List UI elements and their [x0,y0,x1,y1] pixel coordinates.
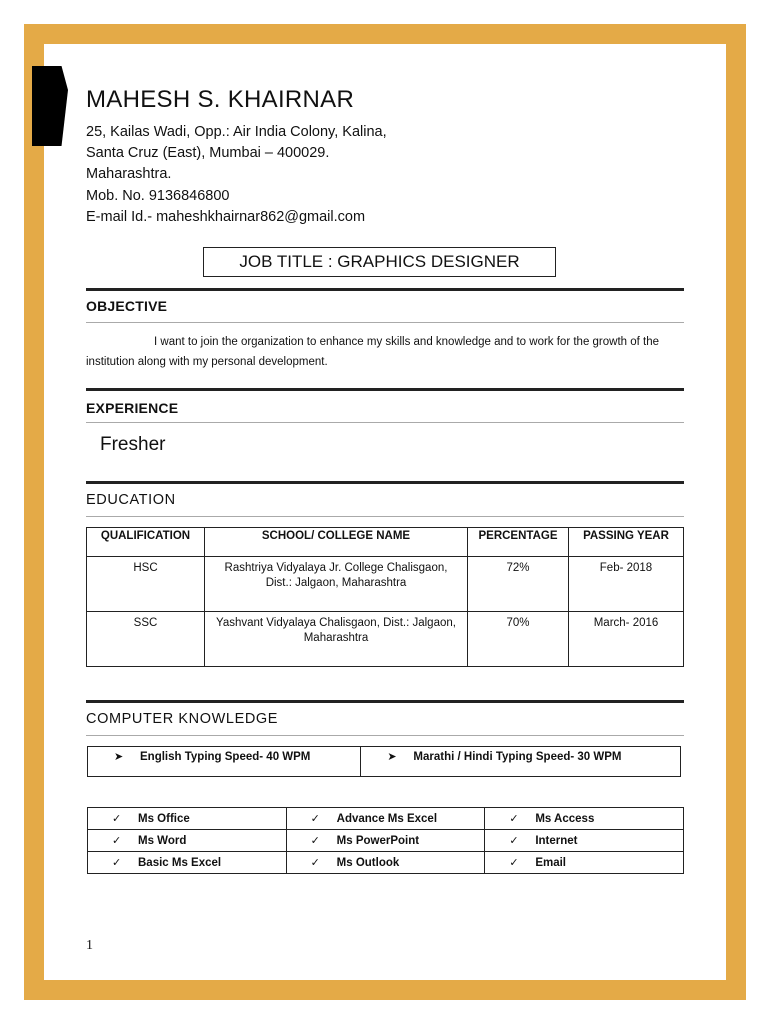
check-icon: ✓ [310,857,320,869]
table-row [87,557,684,612]
section-underline [86,735,684,736]
education-table [86,527,684,667]
skill-label: Internet [535,835,578,847]
column-header: PERCENTAGE [468,528,569,557]
table-row [88,852,684,874]
candidate-name: MAHESH S. KHAIRNAR [86,86,355,113]
skill-item [485,808,684,830]
skill-label: Basic Ms Excel [138,857,222,869]
typing-item [361,747,681,777]
contact-block [86,122,387,228]
section-underline [86,516,684,517]
computer-knowledge-heading: COMPUTER KNOWLEDGE [86,711,279,727]
check-icon: ✓ [310,813,320,825]
email-address: E-mail Id.- maheshkhairnar862@gmail.com [86,208,366,225]
school-cell: Rashtriya Vidyalaya Jr. College Chalisgaon, Dist.: Jalgaon, Maharashtra [205,557,468,612]
column-header: PASSING YEAR [569,528,684,557]
skill-label: Ms Word [138,835,187,847]
arrow-bullet-icon: ➤ [114,751,124,763]
address-line-3: Maharashtra. [86,166,172,183]
table-row [88,747,681,777]
page-number: 1 [86,938,93,953]
column-header: SCHOOL/ COLLEGE NAME [205,528,468,557]
section-underline [86,422,684,423]
experience-text: Fresher [100,434,166,455]
skill-item [88,808,287,830]
section-underline [86,322,684,323]
qualification-cell: HSC [87,557,205,612]
check-icon: ✓ [310,835,320,847]
objective-heading: OBJECTIVE [86,298,168,314]
passing-year-cell: Feb- 2018 [569,557,684,612]
skill-label: Advance Ms Excel [336,813,438,825]
section-divider [86,288,684,291]
skill-label: Ms Office [138,813,190,825]
skill-item [88,852,287,874]
typing-speed-table [87,746,681,777]
percentage-cell: 70% [468,612,569,667]
objective-text [86,332,684,372]
experience-heading: EXPERIENCE [86,400,179,416]
skill-item [286,808,485,830]
mobile-number: Mob. No. 9136846800 [86,187,230,204]
check-icon: ✓ [112,857,122,869]
education-heading: EDUCATION [86,492,176,508]
typing-label: English Typing Speed- 40 WPM [140,751,311,763]
skills-table [87,807,684,874]
skill-item [286,830,485,852]
column-header: QUALIFICATION [87,528,205,557]
typing-label: Marathi / Hindi Typing Speed- 30 WPM [413,751,622,763]
section-divider [86,481,684,484]
address-line-2: Santa Cruz (East), Mumbai – 400029. [86,145,330,162]
skill-item [485,852,684,874]
skill-item [88,830,287,852]
check-icon: ✓ [112,835,122,847]
school-cell: Yashvant Vidyalaya Chalisgaon, Dist.: Jalgaon, Maharashtra [205,612,468,667]
table-row [88,808,684,830]
address-line-1: 25, Kailas Wadi, Opp.: Air India Colony, Kalina, [86,124,387,140]
percentage-cell: 72% [468,557,569,612]
job-title-box: JOB TITLE : GRAPHICS DESIGNER [203,247,556,277]
skill-item [286,852,485,874]
arrow-bullet-icon: ➤ [387,751,397,763]
skill-label: Ms PowerPoint [336,835,420,847]
section-divider [86,388,684,391]
header-tab-marker [32,66,68,146]
check-icon: ✓ [509,857,519,869]
check-icon: ✓ [509,835,519,847]
table-header-row [87,528,684,557]
skill-label: Ms Outlook [336,857,400,869]
skill-label: Ms Access [535,813,595,825]
table-row [87,612,684,667]
qualification-cell: SSC [87,612,205,667]
check-icon: ✓ [112,813,122,825]
typing-item [88,747,361,777]
table-row [88,830,684,852]
skill-label: Email [535,857,566,869]
check-icon: ✓ [509,813,519,825]
passing-year-cell: March- 2016 [569,612,684,667]
skill-item [485,830,684,852]
objective-body: I want to join the organization to enhance my skills and knowledge and to work for the growth of the institution along with my personal development. [86,336,660,368]
section-divider [86,700,684,703]
